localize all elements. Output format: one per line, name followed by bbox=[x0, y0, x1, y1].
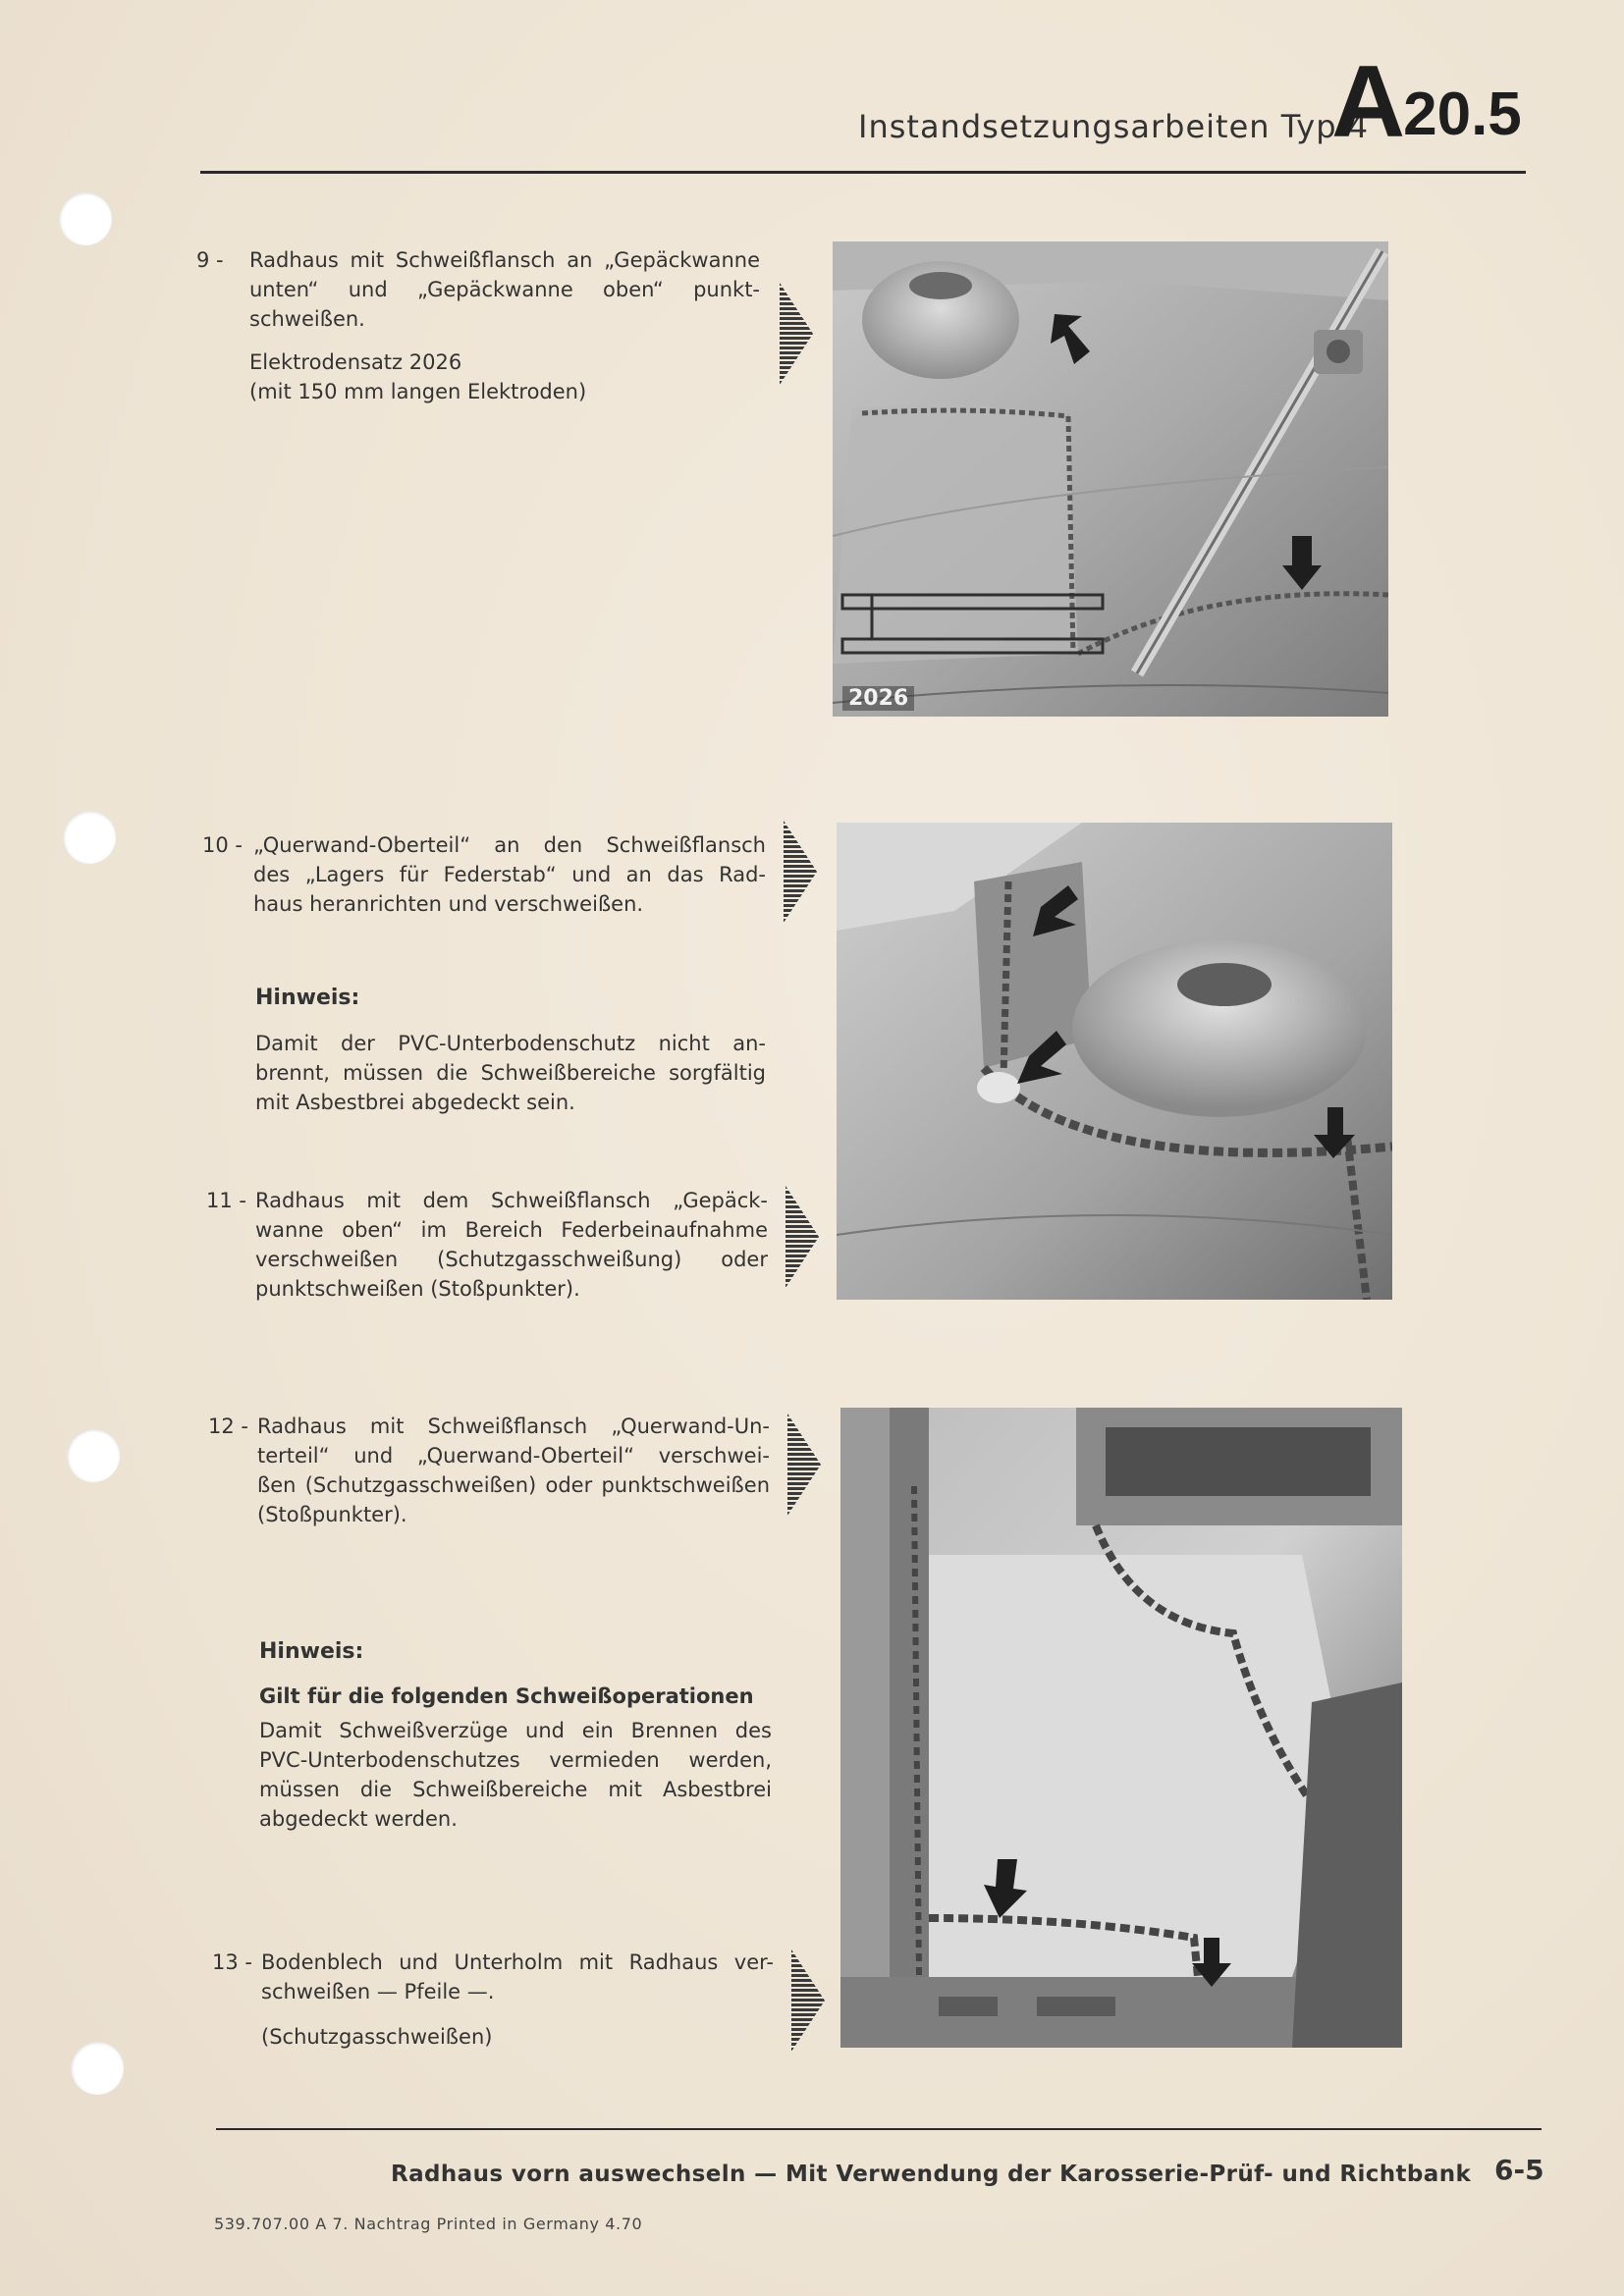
photo-illustration bbox=[837, 823, 1392, 1300]
note-heading: Hinweis: bbox=[255, 986, 360, 1010]
step-line: haus heranrichten und verschweißen. bbox=[253, 892, 644, 916]
step-line: schweißen. bbox=[249, 307, 365, 331]
step-line: Radhaus mit Schweißflansch „Querwand-Un- bbox=[257, 1415, 770, 1438]
punch-hole bbox=[71, 2042, 124, 2095]
step-number: 12 - bbox=[208, 1415, 248, 1438]
step-line: des „Lagers für Federstab“ und an das Rad- bbox=[253, 863, 766, 886]
step-line: Radhaus mit Schweißflansch an „Gepäckwanne bbox=[249, 248, 760, 272]
header-title: Instandsetzungsarbeiten Typ 4 bbox=[858, 108, 1370, 145]
step-line: terteil“ und „Querwand-Oberteil“ verschwei- bbox=[257, 1444, 770, 1468]
pointer-arrow-icon bbox=[785, 1186, 819, 1288]
note-line: Damit der PVC-Unterbodenschutz nicht an- bbox=[255, 1032, 766, 1055]
step-line: Radhaus mit dem Schweißflansch „Gepäck- bbox=[255, 1189, 768, 1212]
header-rule bbox=[200, 171, 1526, 174]
step-extra: (mit 150 mm langen Elektroden) bbox=[249, 380, 587, 403]
note-line: PVC-Unterbodenschutzes vermieden werden, bbox=[259, 1748, 772, 1772]
section-code-letter: A bbox=[1331, 45, 1406, 159]
note-line: brennt, müssen die Schweißbereiche sorgfältig bbox=[255, 1061, 766, 1085]
pointer-arrow-icon bbox=[791, 1949, 825, 2052]
photo-step-10-11 bbox=[837, 823, 1392, 1300]
photo-step-12-13 bbox=[840, 1408, 1402, 2048]
punch-hole bbox=[59, 192, 112, 245]
step-line: (Stoßpunkter). bbox=[257, 1503, 407, 1526]
footer-rule bbox=[216, 2128, 1542, 2130]
print-info: 539.707.00 A 7. Nachtrag Printed in Germany 4.70 bbox=[214, 2215, 643, 2233]
note-line: müssen die Schweißbereiche mit Asbestbrei bbox=[259, 1778, 772, 1801]
punch-hole bbox=[67, 1429, 120, 1482]
step-line: Bodenblech und Unterholm mit Radhaus ver- bbox=[261, 1950, 774, 1974]
note-subheading: Gilt für die folgenden Schweißoperationen bbox=[259, 1684, 754, 1708]
note-line: mit Asbestbrei abgedeckt sein. bbox=[255, 1091, 575, 1114]
section-code-number: 20.5 bbox=[1403, 80, 1522, 148]
footer-title: Radhaus vorn auswechseln — Mit Verwendung der Karosserie-Prüf- und Richtbank bbox=[391, 2162, 1472, 2187]
photo-step-9 bbox=[833, 241, 1388, 717]
step-line: wanne oben“ im Bereich Federbeinaufnahme bbox=[255, 1218, 768, 1242]
step-number: 9 - bbox=[196, 248, 224, 272]
step-9 bbox=[196, 245, 776, 412]
note-heading: Hinweis: bbox=[259, 1639, 364, 1664]
step-line: punktschweißen (Stoßpunkter). bbox=[255, 1277, 580, 1301]
punch-hole bbox=[63, 811, 116, 864]
step-line: unten“ und „Gepäckwanne oben“ punkt- bbox=[249, 278, 760, 301]
note-line: Damit Schweißverzüge und ein Brennen des bbox=[259, 1719, 772, 1742]
note-text bbox=[259, 1716, 772, 1834]
step-number: 13 - bbox=[212, 1950, 252, 1974]
step-13 bbox=[212, 1948, 791, 2065]
section-code bbox=[1331, 45, 1522, 159]
pointer-arrow-icon bbox=[787, 1414, 821, 1516]
step-extra: Elektrodensatz 2026 bbox=[249, 350, 462, 374]
step-line: „Querwand-Oberteil“ an den Schweißflansch bbox=[253, 833, 766, 857]
photo-illustration bbox=[833, 241, 1388, 717]
step-12 bbox=[208, 1412, 787, 1539]
note-text bbox=[255, 1029, 766, 1117]
note-line: abgedeckt werden. bbox=[259, 1807, 458, 1831]
step-11 bbox=[206, 1186, 785, 1313]
step-line: schweißen — Pfeile —. bbox=[261, 1980, 495, 2003]
step-10 bbox=[202, 830, 782, 929]
photo-illustration bbox=[840, 1408, 1402, 2048]
pointer-arrow-icon bbox=[784, 821, 817, 923]
step-number: 11 - bbox=[206, 1189, 246, 1212]
pointer-arrow-icon bbox=[780, 283, 813, 385]
photo-label: 2026 bbox=[842, 686, 914, 711]
step-line: verschweißen (Schutzgasschweißung) oder bbox=[255, 1248, 768, 1271]
step-number: 10 - bbox=[202, 833, 243, 857]
step-extra: (Schutzgasschweißen) bbox=[261, 2025, 493, 2049]
page-number: 6-5 bbox=[1494, 2154, 1544, 2186]
step-line: ßen (Schutzgasschweißen) oder punktschweißen bbox=[257, 1473, 770, 1497]
